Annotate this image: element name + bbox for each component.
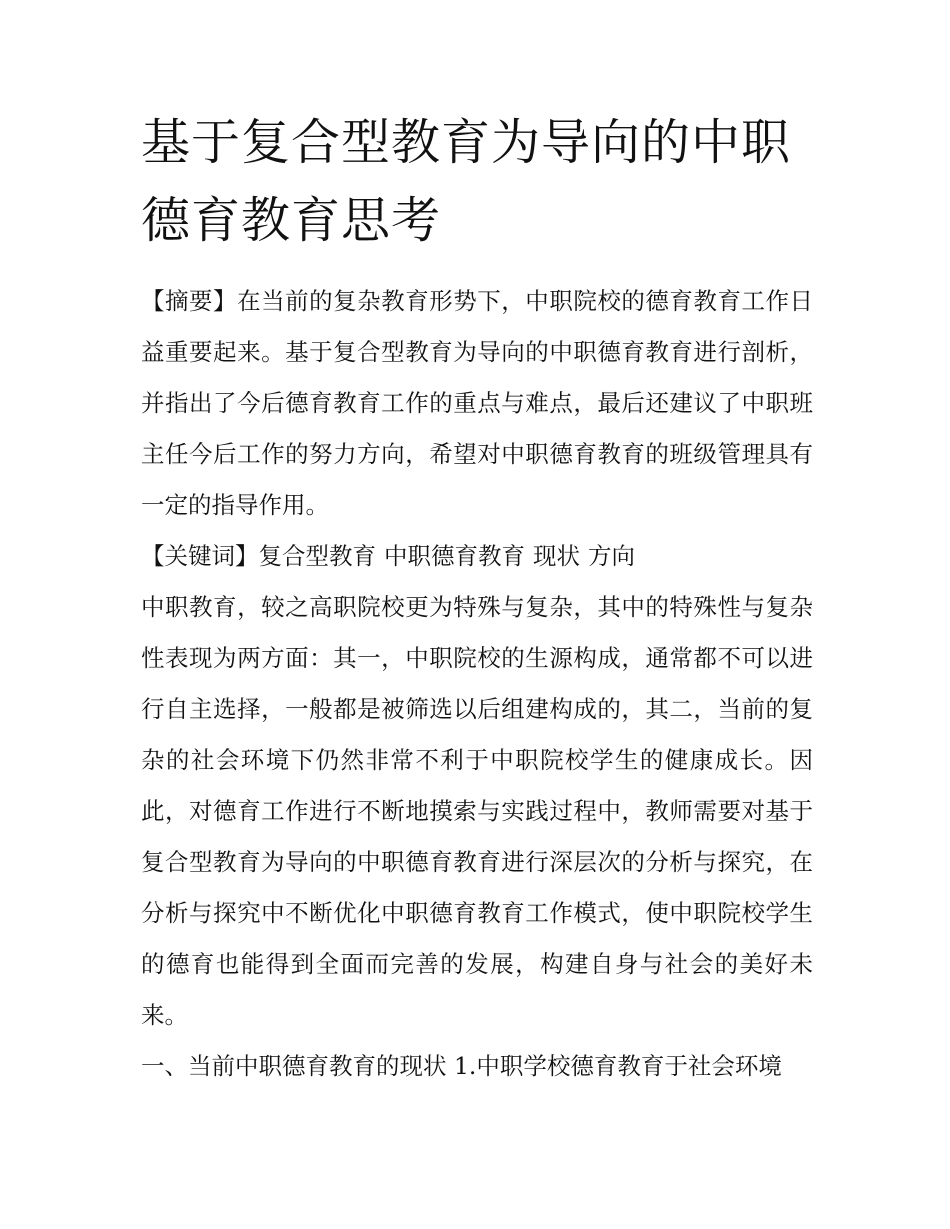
keyword: 方向	[588, 542, 635, 570]
keyword: 现状	[533, 542, 580, 570]
section-heading-line: 一、当前中职德育教育的现状 1.中职学校德育教育于社会环境	[141, 1052, 782, 1080]
abstract-paragraph: 【摘要】在当前的复杂教育形势下，中职院校的德育教育工作日益重要起来。基于复合型教育为导向的中职德育教育进行剖析，并指出了今后德育教育工作的重点与难点，最后还建议了中职班主任今后工作的努力方向，希望对中职德育教育的班级管理具有一定的指导作用。	[141, 287, 813, 519]
body-paragraph: 中职教育，较之高职院校更为特殊与复杂，其中的特殊性与复杂性表现为两方面：其一，中职院校的生源构成，通常都不可以进行自主选择，一般都是被筛选以后组建构成的，其二，当前的复杂的社会环境下仍然非常不利于中职院校学生的健康成长。因此，对德育工作进行不断地摸索与实践过程中，教师需要对基于复合型教育为导向的中职德育教育进行深层次的分析与探究，在分析与探究中不断优化中职德育教育工作模式，使中职院校学生的德育也能得到全面而完善的发展，构建自身与社会的美好未来。	[141, 593, 813, 1029]
keyword: 中职德育教育	[384, 542, 525, 570]
keyword: 复合型教育	[258, 542, 376, 570]
keywords-line	[141, 531, 813, 582]
keywords-label: 【关键词】	[141, 542, 259, 570]
document-page	[141, 104, 813, 1092]
document-title: 基于复合型教育为导向的中职德育教育思考	[141, 114, 792, 249]
